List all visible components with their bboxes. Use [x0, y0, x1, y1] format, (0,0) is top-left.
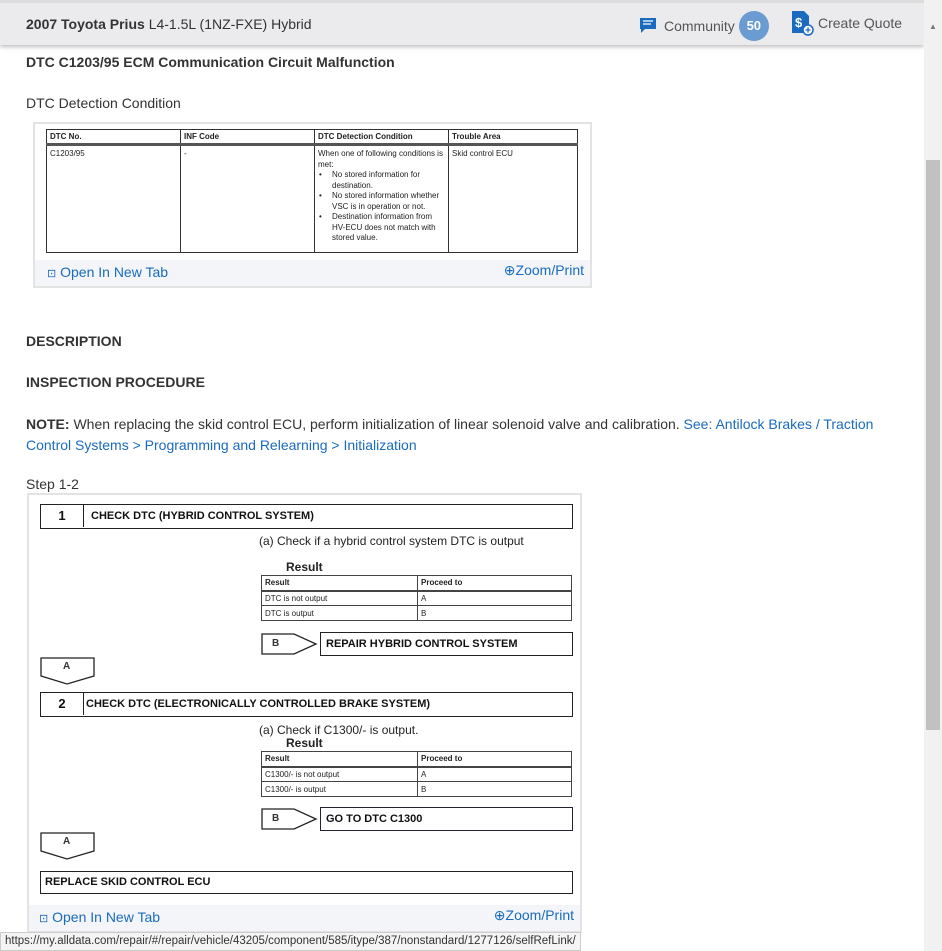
cell-trouble-area: Skid control ECU — [449, 145, 578, 253]
step-instruction: (a) Check if C1300/- is output. — [259, 723, 419, 737]
detection-heading: DTC Detection Condition — [26, 95, 181, 111]
result-cell: DTC is not output — [262, 591, 418, 606]
community-button[interactable] — [638, 11, 769, 41]
zoom-in-icon: ⊕ — [493, 907, 506, 923]
chat-icon — [638, 16, 658, 36]
community-label: Community — [664, 18, 735, 34]
scrollbar[interactable] — [924, 0, 942, 951]
zoom-print-label: Zoom/Print — [515, 262, 584, 278]
step-number: 2 — [41, 693, 84, 715]
b-label: B — [272, 638, 280, 649]
final-step-box: REPLACE SKID CONTROL ECU — [40, 871, 573, 894]
quote-icon — [790, 10, 814, 36]
scrollbar-thumb[interactable] — [926, 160, 940, 730]
open-new-tab-label: Open In New Tab — [60, 264, 169, 280]
b-arrow-icon — [261, 807, 319, 831]
result-col: Result — [262, 752, 418, 767]
result-label: Result — [286, 560, 323, 574]
condition-item: • No stored information whether VSC is in operation or not. — [318, 191, 445, 212]
open-tab-icon: ⊡ — [47, 268, 57, 280]
community-count-badge: 50 — [739, 11, 769, 41]
result-table — [261, 575, 572, 621]
condition-item: • No stored information for destination. — [318, 170, 445, 191]
dtc-table — [46, 129, 578, 253]
b-arrow-icon — [261, 632, 319, 656]
col-condition: DTC Detection Condition — [315, 130, 449, 145]
result-cell: DTC is output — [262, 606, 418, 621]
b-label: B — [272, 813, 280, 824]
open-new-tab-label: Open In New Tab — [52, 909, 161, 925]
cell-condition — [315, 145, 449, 253]
vehicle-header — [0, 0, 924, 45]
cell-dtc-no: C1203/95 — [47, 145, 181, 253]
step-instruction: (a) Check if a hybrid control system DTC is output — [259, 534, 524, 548]
table-row — [47, 145, 578, 253]
zoom-in-icon: ⊕ — [503, 262, 516, 278]
step-title: CHECK DTC (ELECTRONICALLY CONTROLLED BRAKE SYSTEM) — [86, 698, 431, 710]
proceed-col: Proceed to — [418, 752, 572, 767]
zoom-print-link[interactable] — [504, 262, 584, 279]
col-inf-code: INF Code — [181, 130, 315, 145]
initialization-link[interactable]: See: Antilock Brakes / Traction Control Systems > Programming and Relearning > Initialization — [26, 416, 874, 453]
cell-inf-code: - — [181, 145, 315, 253]
create-quote-label: Create Quote — [818, 15, 903, 31]
dtc-table-image — [33, 122, 592, 288]
result-cell: C1300/- is output — [262, 782, 418, 797]
proceed-col: Proceed to — [418, 576, 572, 591]
result-cell: C1300/- is not output — [262, 767, 418, 782]
b-action-box: GO TO DTC C1300 — [320, 807, 573, 831]
condition-intro: When one of following conditions is met: — [318, 149, 443, 169]
description-heading: DESCRIPTION — [26, 333, 122, 349]
proceed-cell: B — [418, 782, 572, 797]
proceed-cell: A — [418, 591, 572, 606]
result-col: Result — [262, 576, 418, 591]
zoom-print-label: Zoom/Print — [505, 907, 574, 923]
b-action-box: REPAIR HYBRID CONTROL SYSTEM — [320, 632, 573, 656]
create-quote-button[interactable] — [790, 10, 902, 36]
step-2-header — [40, 692, 573, 717]
vehicle-engine: L4-1.5L (1NZ-FXE) Hybrid — [148, 16, 312, 32]
image-actions — [29, 905, 580, 931]
open-tab-icon: ⊡ — [39, 913, 49, 925]
proceed-cell: B — [418, 606, 572, 621]
note — [26, 414, 906, 456]
scroll-up-icon[interactable]: ▲ — [929, 22, 937, 31]
open-new-tab-link[interactable] — [39, 909, 160, 925]
col-dtc-no: DTC No. — [47, 130, 181, 145]
step-label: Step 1-2 — [26, 476, 79, 492]
status-bar-url: https://my.alldata.com/repair/#/repair/vehicle/43205/component/585/itype/387/nonstandard/1277126/selfRefLink/ — [0, 932, 581, 951]
proceed-cell: A — [418, 767, 572, 782]
note-label: NOTE: — [26, 416, 70, 432]
image-actions — [35, 260, 590, 286]
inspection-heading: INSPECTION PROCEDURE — [26, 374, 205, 390]
steps-image — [27, 493, 582, 933]
condition-item: • Destination information from HV-ECU does not match with stored value. — [318, 212, 445, 244]
a-label: A — [63, 661, 71, 672]
note-text: When replacing the skid control ECU, perform initialization of linear solenoid valve and calibration. — [69, 416, 684, 432]
page-title: DTC C1203/95 ECM Communication Circuit Malfunction — [26, 54, 395, 70]
vehicle-name: 2007 Toyota Prius — [26, 16, 145, 32]
svg-text:$: $ — [795, 15, 803, 30]
step-1-header — [40, 504, 573, 529]
col-trouble-area: Trouble Area — [449, 130, 578, 145]
result-label: Result — [286, 736, 323, 750]
zoom-print-link[interactable] — [494, 907, 574, 924]
result-table — [261, 751, 572, 797]
step-title: CHECK DTC (HYBRID CONTROL SYSTEM) — [91, 510, 314, 522]
vehicle-title — [26, 16, 312, 32]
a-label: A — [63, 836, 71, 847]
step-number: 1 — [41, 505, 84, 527]
open-new-tab-link[interactable] — [47, 264, 168, 280]
